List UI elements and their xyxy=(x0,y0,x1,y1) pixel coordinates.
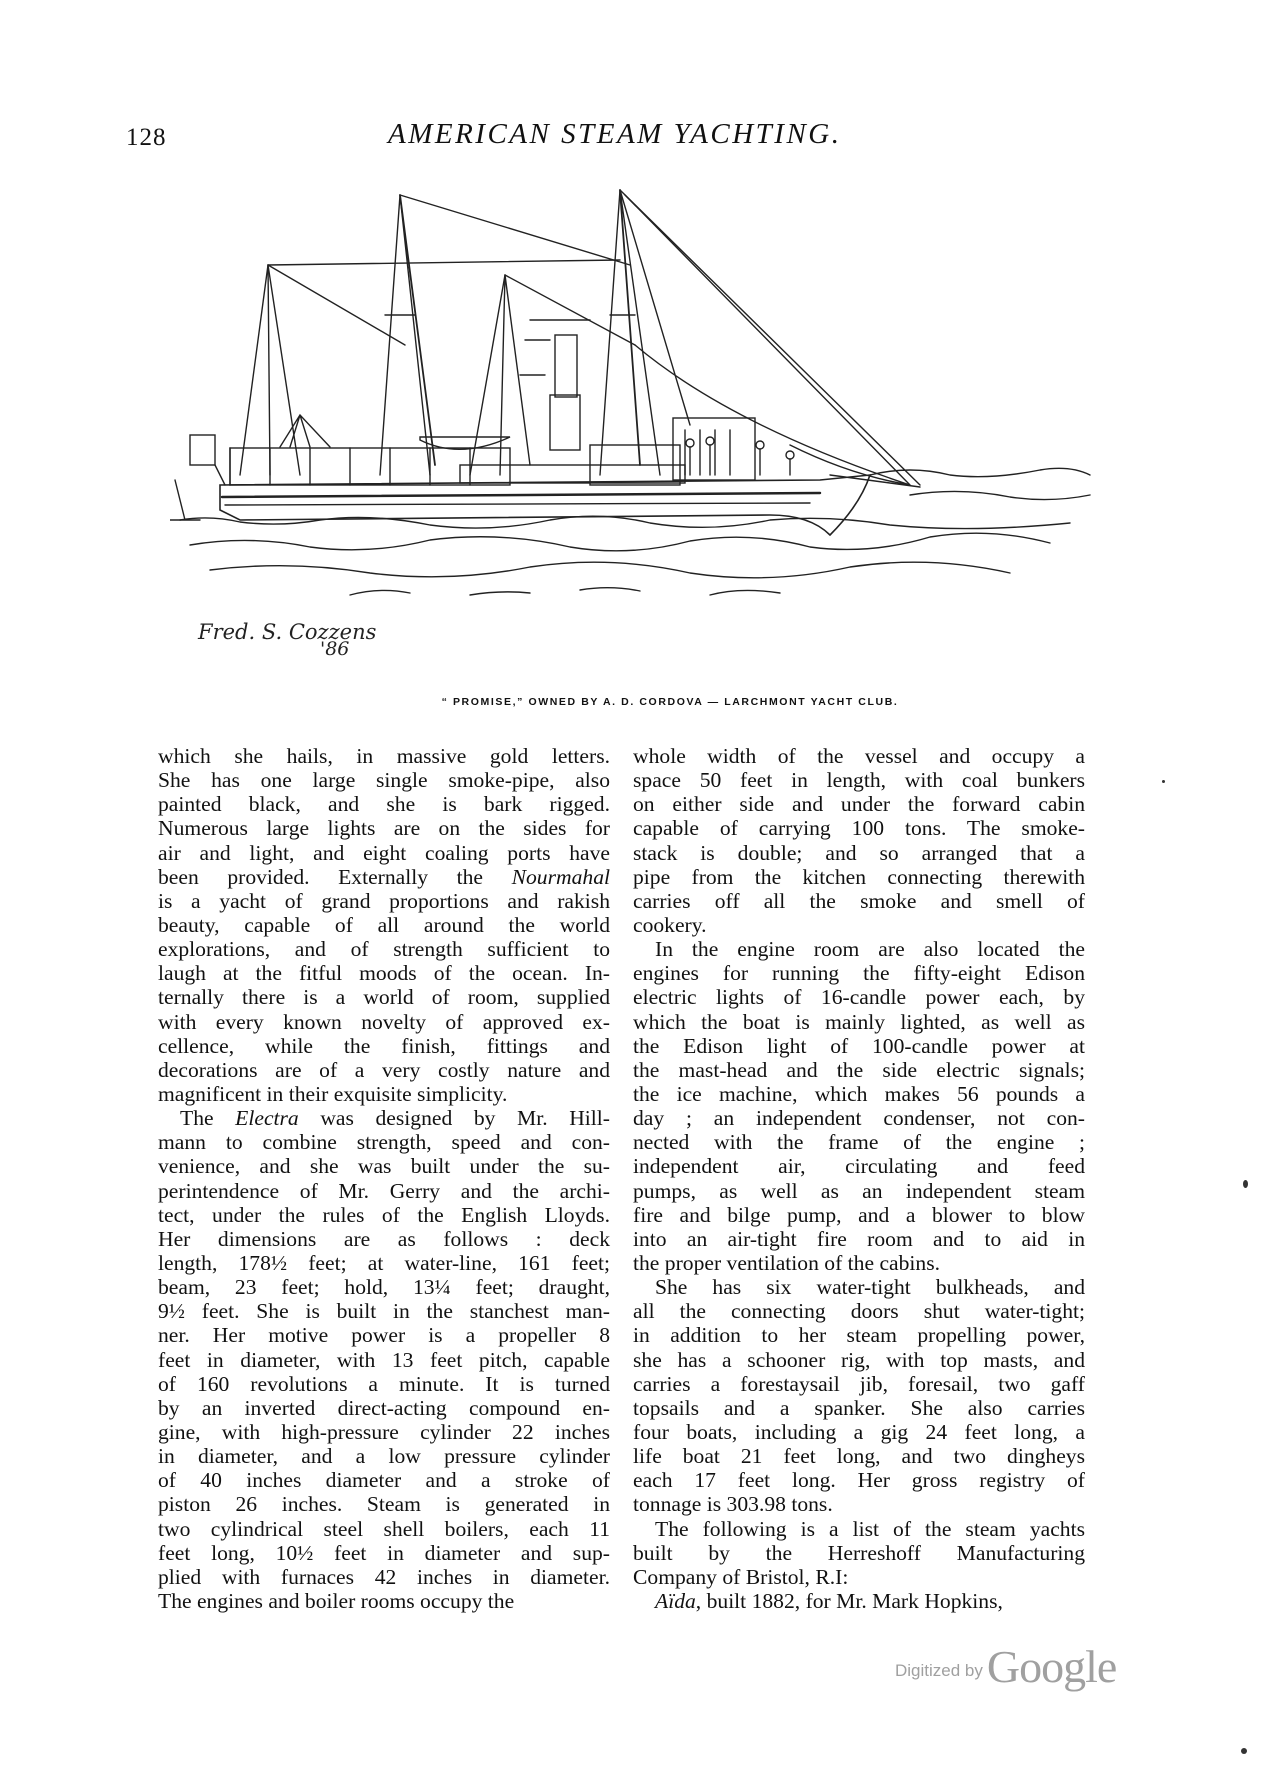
text-line: of 160 revolutions a minute. It is turned xyxy=(158,1371,610,1396)
text-line: which she hails, in massive gold letters. xyxy=(158,744,610,768)
google-logo: Google xyxy=(986,1641,1117,1692)
text-line: nected with the frame of the engine ; xyxy=(633,1130,1085,1155)
text-line: length, 178½ feet; at water-line, 161 feet; xyxy=(158,1250,610,1275)
text-line: ner. Her motive power is a propeller 8 xyxy=(158,1323,610,1348)
text-line: She has six water-tight bulkheads, and xyxy=(655,1275,1085,1300)
text-line: with every known novelty of approved ex- xyxy=(158,1009,610,1034)
running-head xyxy=(0,118,1275,158)
text-line: perintendence of Mr. Gerry and the archi- xyxy=(158,1178,610,1203)
text-line: Aïda, built 1882, for Mr. Mark Hopkins, xyxy=(655,1588,1003,1613)
text-line: the ice machine, which makes 56 pounds a xyxy=(633,1081,1085,1106)
artist-name: Fred. S. Cozzens xyxy=(198,620,377,644)
text-line: magnificent in their exquisite simplicity. xyxy=(158,1081,508,1106)
scan-speck xyxy=(1162,780,1165,783)
text-line: by an inverted direct-acting compound en- xyxy=(158,1395,610,1420)
text-line: whole width of the vessel and occupy a xyxy=(633,744,1085,768)
text-line: Company of Bristol, R.I: xyxy=(633,1564,849,1589)
text-line: she has a schooner rig, with top masts, and xyxy=(633,1347,1085,1372)
text-line: 9½ feet. She is built in the stanchest man- xyxy=(158,1299,610,1324)
text-column-left xyxy=(158,744,610,1613)
text-line: painted black, and she is bark rigged. xyxy=(158,792,610,817)
text-line: on either side and under the forward cabin xyxy=(633,792,1085,817)
text-line: is a yacht of grand proportions and rakish xyxy=(158,888,610,913)
figure-caption: “ PROMISE,” OWNED BY A. D. CORDOVA — LARCHMONT YACHT CLUB. xyxy=(441,696,899,708)
artist-signature xyxy=(198,620,377,660)
text-line: independent air, circulating and feed xyxy=(633,1154,1085,1179)
text-line: tonnage is 303.98 tons. xyxy=(633,1492,833,1517)
yacht-illustration xyxy=(170,175,1100,675)
text-line: in diameter, and a low pressure cylinder xyxy=(158,1444,610,1469)
text-line: In the engine room are also located the xyxy=(655,937,1085,962)
text-line: carries a forestaysail jib, foresail, two gaff xyxy=(633,1371,1085,1396)
text-line: four boats, including a gig 24 feet long, a xyxy=(633,1419,1085,1444)
text-line: decorations are of a very costly nature and xyxy=(158,1057,610,1082)
text-line: air and light, and eight coaling ports have xyxy=(158,840,610,865)
text-line: tect, under the rules of the English Lloyds. xyxy=(158,1202,610,1227)
text-line: in addition to her steam propelling power, xyxy=(633,1323,1085,1348)
watermark-prefix: Digitized by xyxy=(895,1661,983,1680)
text-line: ternally there is a world of room, supplied xyxy=(158,985,610,1010)
text-line: laugh at the fitful moods of the ocean. In- xyxy=(158,961,610,986)
text-line: electric lights of 16-candle power each, by xyxy=(633,985,1085,1010)
text-column-right xyxy=(633,744,1085,1613)
text-line: cellence, while the finish, fittings and xyxy=(158,1033,610,1058)
scan-speck xyxy=(1241,1748,1247,1754)
text-line: fire and bilge pump, and a blower to blow xyxy=(633,1202,1085,1227)
text-line: feet in diameter, with 13 feet pitch, capable xyxy=(158,1347,610,1372)
text-line: gine, with high-pressure cylinder 22 inches xyxy=(158,1419,610,1444)
digitized-watermark xyxy=(895,1640,1116,1693)
text-line: two cylindrical steel shell boilers, each 11 xyxy=(158,1516,610,1541)
text-line: pumps, as well as an independent steam xyxy=(633,1178,1085,1203)
text-line: the proper ventilation of the cabins. xyxy=(633,1250,941,1275)
text-line: all the connecting doors shut water-tight; xyxy=(633,1299,1085,1324)
text-line: The following is a list of the steam yachts xyxy=(655,1516,1085,1541)
text-line: Her dimensions are as follows : deck xyxy=(158,1226,610,1251)
text-line: of 40 inches diameter and a stroke of xyxy=(158,1468,610,1493)
text-line: beam, 23 feet; hold, 13¼ feet; draught, xyxy=(158,1275,610,1300)
ship-drawing-icon xyxy=(170,175,1100,675)
page-number: 128 xyxy=(126,124,167,151)
text-line: been provided. Externally the Nourmahal xyxy=(158,864,610,889)
scan-speck xyxy=(1243,1180,1248,1188)
text-line: The engines and boiler rooms occupy the xyxy=(158,1588,515,1613)
text-line: life boat 21 feet long, and two dingheys xyxy=(633,1444,1085,1469)
text-line: beauty, capable of all around the world xyxy=(158,912,610,937)
artist-year: '86 xyxy=(320,638,350,660)
text-line: the Edison light of 100-candle power at xyxy=(633,1033,1085,1058)
text-line: feet long, 10½ feet in diameter and sup- xyxy=(158,1540,610,1565)
text-line: each 17 feet long. Her gross registry of xyxy=(633,1468,1085,1493)
text-line: engines for running the fifty-eight Edison xyxy=(633,961,1085,986)
text-line: which the boat is mainly lighted, as well as xyxy=(633,1009,1085,1034)
text-line: built by the Herreshoff Manufacturing xyxy=(633,1540,1085,1565)
text-line: capable of carrying 100 tons. The smoke- xyxy=(633,816,1085,841)
text-line: Numerous large lights are on the sides for xyxy=(158,816,610,841)
text-line: cookery. xyxy=(633,912,707,937)
text-line: mann to combine strength, speed and con- xyxy=(158,1130,610,1155)
text-line: topsails and a spanker. She also carries xyxy=(633,1395,1085,1420)
text-line: The Electra was designed by Mr. Hill- xyxy=(180,1106,610,1131)
text-line: pipe from the kitchen connecting therewith xyxy=(633,864,1085,889)
text-line: piston 26 inches. Steam is generated in xyxy=(158,1492,610,1517)
text-line: carries off all the smoke and smell of xyxy=(633,888,1085,913)
text-line: venience, and she was built under the su- xyxy=(158,1154,610,1179)
running-title: AMERICAN STEAM YACHTING. xyxy=(388,118,842,150)
text-line: plied with furnaces 42 inches in diameter. xyxy=(158,1564,610,1589)
text-line: day ; an independent condenser, not con- xyxy=(633,1106,1085,1131)
text-line: into an air-tight fire room and to aid in xyxy=(633,1226,1085,1251)
text-line: the mast-head and the side electric signals; xyxy=(633,1057,1085,1082)
text-line: explorations, and of strength sufficient to xyxy=(158,937,610,962)
text-line: space 50 feet in length, with coal bunkers xyxy=(633,768,1085,793)
text-line: stack is double; and so arranged that a xyxy=(633,840,1085,865)
text-line: She has one large single smoke-pipe, also xyxy=(158,768,610,793)
